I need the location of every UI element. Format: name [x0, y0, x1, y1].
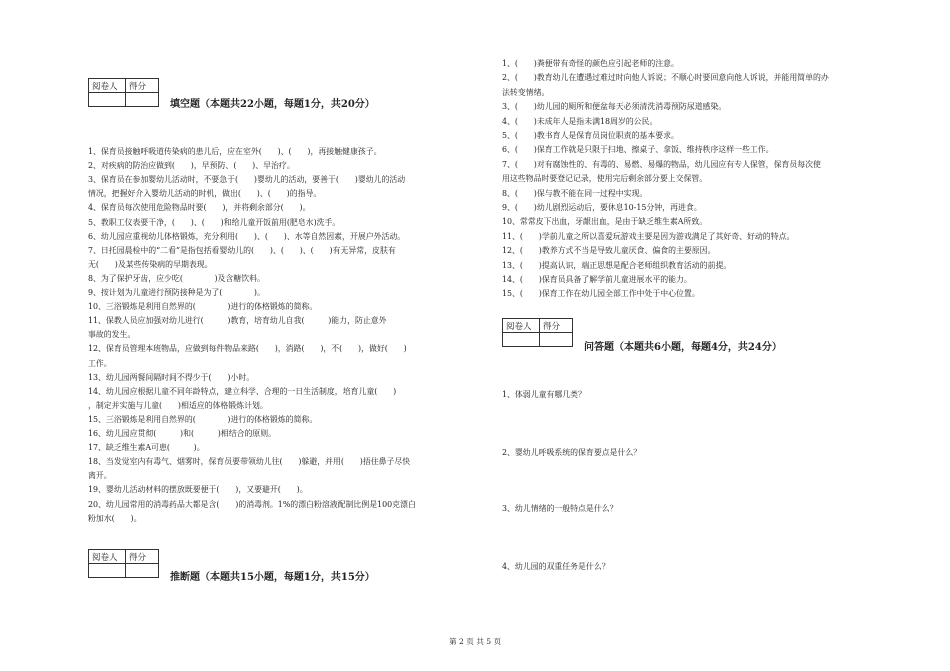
question-line: 1、保育员接触呼吸道传染病的患儿后，应在室外( )、( )，再接触健康孩子。 — [88, 147, 382, 156]
question-line: 2、对疾病的防治应做到( )，早预防、( )、早治疗。 — [88, 161, 295, 171]
question-line: 事故的发生。 — [88, 330, 136, 340]
grader-label: 阅卷人 — [89, 550, 126, 564]
grader-cell — [503, 333, 540, 347]
question-line: 7、( )对有腐蚀性的、有毒的、易燃、易爆的物品，幼儿园应有专人保管，保育员每次使 — [502, 159, 821, 169]
question-line: 法转变情绪。 — [502, 87, 550, 97]
question-line: 8、( )保与教不能在同一过程中实现。 — [502, 188, 648, 198]
section-title: 问答题（本题共6小题，每题4分，共24分） — [584, 342, 782, 353]
question-line: 15、三浴锻炼是利用自然界的( )进行的体格锻炼的简称。 — [88, 414, 318, 424]
question-line: 粉加水( )。 — [88, 513, 142, 523]
question-line: 17、缺乏维生素A可患( )。 — [88, 443, 205, 453]
score-cell — [540, 333, 573, 347]
question-line: 11、保教人员应加强对幼儿进行( )教育，培育幼儿自我( )能力，防止意外 — [88, 316, 387, 326]
qa-question: 1、体弱儿童有哪几类？ — [502, 390, 586, 399]
question-line: 2、( )教育幼儿在遭遇过难过时向他人诉说；不顺心时要回意向他人诉说，并能用简单的办 — [502, 73, 829, 83]
question-line: 7、日托园晨检中的“二看”是指包括看婴幼儿的( )、( )、( )有无异常，皮肤有 — [88, 245, 396, 255]
question-line: 15、( )保育工作在幼儿园全部工作中处于中心位置。 — [502, 289, 700, 299]
score-cell — [126, 93, 159, 107]
score-box — [88, 78, 159, 107]
question-line: 13、幼儿园两餐间隔时间不得少于( )小时。 — [88, 372, 255, 382]
question-line: 6、幼儿园应重视幼儿体格锻炼，充分利用( )、( )、水等自然因素，开展户外活动。 — [88, 231, 406, 241]
question-line: 10、三浴锻炼是利用自然界的( )进行的体格锻炼的简称。 — [88, 302, 318, 312]
question-line: 8、为了保护牙齿，应少吃( )及含糖饮料。 — [88, 273, 265, 283]
score-cell — [126, 564, 159, 578]
score-label: 得分 — [126, 79, 159, 93]
question-line: 5、教职工仪表要干净，( )、( )和给儿童开饭前用(肥皂水)洗手。 — [88, 217, 341, 227]
score-label: 得分 — [126, 550, 159, 564]
grader-cell — [89, 564, 126, 578]
grader-label: 阅卷人 — [89, 79, 126, 93]
page-footer: 第 2 页 共 5 页 — [448, 637, 502, 646]
question-line: 14、( )保育员具备了解学前儿童进展水平的能力。 — [502, 275, 692, 284]
question-line: 12、( )教养方式不当是导致儿童厌食、偏食的主要原因。 — [502, 246, 716, 256]
question-line: 6、( )保育工作就是只限于扫地、擦桌子、拿饭、维持秩序这样一些工作。 — [502, 145, 774, 155]
question-line: 16、幼儿园应贯彻( )和( )相结合的原则。 — [88, 429, 277, 438]
grader-label: 阅卷人 — [503, 319, 540, 333]
question-line: 用这些物品时要登记记录，使用完后剩余部分要上交保管。 — [502, 174, 708, 184]
question-line: 3、( )幼儿园的厕所和便盆每天必须清洗消毒预防尿道感染。 — [502, 102, 727, 112]
question-line: 10、常常皮下出血，牙龈出血，是由于缺乏维生素A所致。 — [502, 217, 708, 227]
qa-question: 2、婴幼儿呼吸系统的保育要点是什么？ — [502, 448, 642, 457]
question-line: 11、( )学前儿童之所以喜爱玩游戏主要是因为游戏满足了其好奇、好动的特点。 — [502, 231, 795, 241]
question-line: 19、婴幼儿活动材料的摆放既要便于( )，又要避开( )。 — [88, 485, 308, 495]
question-line: 情况，把握好介入婴幼儿活动的时机，做出( )、( )的指导。 — [88, 189, 322, 199]
question-line: 3、保育员在参加婴幼儿活动时，不要急于( )婴幼儿的活动，要善于( )婴幼儿的活动 — [88, 175, 406, 185]
question-line: ，制定并实施与儿童( )相适应的体格锻炼计划。 — [88, 400, 268, 410]
question-line: 离开。 — [88, 471, 112, 481]
section-title: 填空题（本题共22小题，每题1分，共20分） — [170, 99, 375, 110]
question-line: 1、( )粪便带有奇怪的颜色应引起老师的注意。 — [502, 59, 679, 68]
question-line: 工作。 — [88, 358, 112, 368]
qa-question: 3、幼儿情绪的一般特点是什么？ — [502, 504, 618, 513]
question-line: 9、按计划为儿童进行预防接种是为了( )。 — [88, 288, 265, 297]
question-line: 18、当发觉室内有毒气、烟雾时，保育员要带领幼儿往( )躲避，并用( )捂住鼻子尽快 — [88, 457, 411, 467]
score-label: 得分 — [540, 319, 573, 333]
question-line: 无( )及某些传染病的早期表现。 — [88, 259, 213, 269]
grader-cell — [89, 93, 126, 107]
qa-question: 4、幼儿园的双重任务是什么？ — [502, 562, 610, 571]
question-line: 9、( )幼儿剧烈运动后，要休息10-15分钟，再进食。 — [502, 203, 702, 212]
question-line: 13、( )提高认识，端正思想是配合老师组织教育活动的前提。 — [502, 260, 732, 270]
score-box — [88, 549, 159, 578]
question-line: 14、幼儿园应根据儿童不同年龄特点，建立科学、合理的一日生活制度，培育儿童( ) — [88, 386, 397, 396]
question-line: 20、幼儿园常用的消毒药品大都是含( )的消毒剂。1%的漂白粉溶液配制比例是100克漂白 — [88, 499, 416, 509]
score-box — [502, 318, 573, 347]
question-line: 4、保育员每次使用危险物品时要( )，并将剩余部分( )。 — [88, 203, 311, 213]
question-line: 5、( )教书育人是保育员岗位职责的基本要求。 — [502, 131, 679, 140]
section-title: 推断题（本题共15小题，每题1分，共15分） — [170, 572, 375, 583]
question-line: 12、保育员管理本班物品，应做到每件物品来路( )，消路( )，不( )，做好( ) — [88, 344, 407, 354]
question-line: 4、( )未成年人是指未满18周岁的公民。 — [502, 116, 658, 126]
